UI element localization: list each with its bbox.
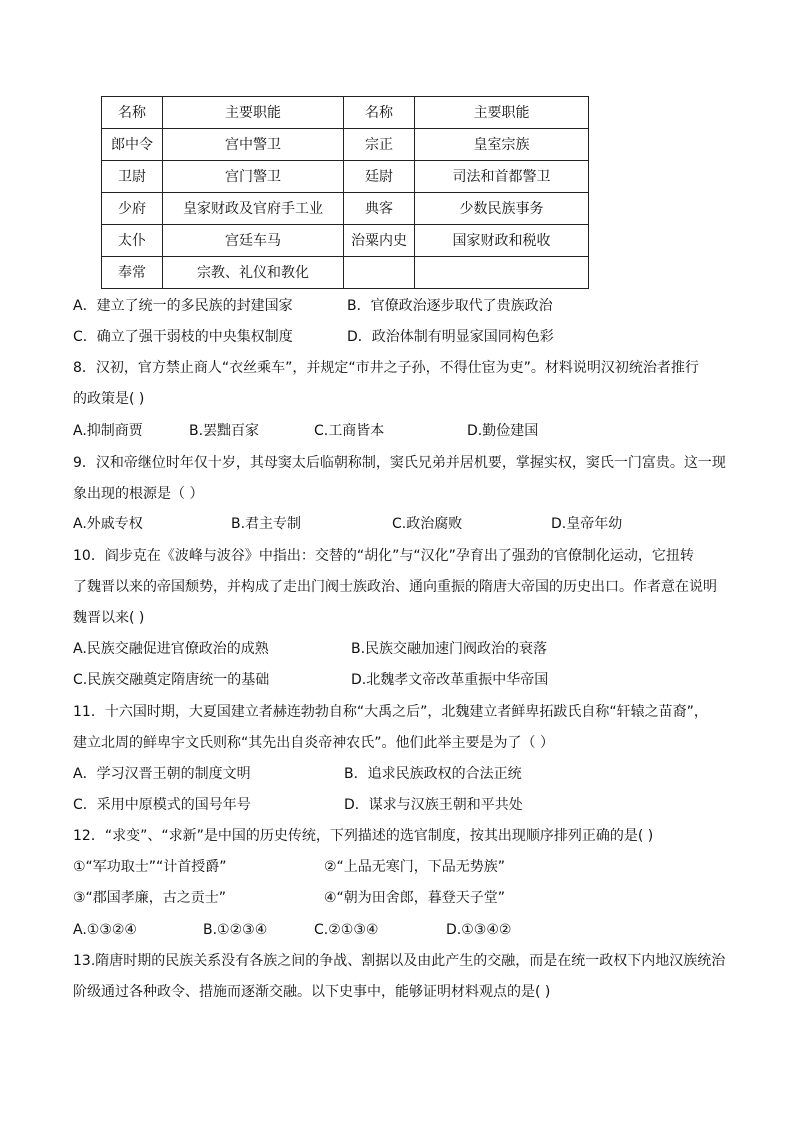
q10-option-b[interactable]: B.民族交融加速门阀政治的衰落 — [351, 641, 548, 657]
q11-stem-line: 建立北周的鲜卑宇文氏则称“其先出自炎帝神农氏”。他们此举主要是为了（ ） — [73, 735, 554, 751]
q9-stem-line: 9．汉和帝继位时年仅十岁，其母窦太后临朝称制，窦氏兄弟并居机要，掌握实权，窦氏一门富贵。这一现 — [73, 455, 726, 471]
table-cell: 国家财政和税收 — [415, 225, 589, 257]
q11-stem-line: 11．十六国时期，大夏国建立者赫连勃勃自称“大禹之后”，北魏建立者鲜卑拓跋氏自称“轩辕之苗裔”， — [73, 704, 708, 720]
q11-option-b[interactable]: B．追求民族政权的合法正统 — [344, 766, 522, 782]
table-row — [102, 257, 589, 289]
table-cell: 宫门警卫 — [163, 161, 344, 193]
q8-option-d[interactable]: D.勤俭建国 — [467, 423, 539, 439]
table-cell: 治粟内史 — [344, 225, 415, 257]
table-header-cell: 主要职能 — [415, 97, 589, 129]
q12-option-b[interactable]: B.①②③④ — [203, 922, 268, 938]
table-cell: 宗正 — [344, 129, 415, 161]
q13-stem-line: 13.隋唐时期的民族关系没有各族之间的争战、割据以及由此产生的交融，而是在统一政权下内地汉族统治 — [73, 953, 726, 969]
q10-option-a[interactable]: A.民族交融促进官僚政治的成熟 — [73, 641, 269, 657]
table-cell: 少府 — [102, 193, 163, 225]
table-header-row — [102, 97, 589, 129]
q10-stem-line: 了魏晋以来的帝国颓势，并构成了走出门阀士族政治、通向重振的隋唐大帝国的历史出口。作者意在说明 — [73, 579, 717, 595]
q10-stem-line: 10．阎步克在《波峰与波谷》中指出：交替的“胡化”与“汉化”孕育出了强劲的官僚制化运动，它扭转 — [73, 548, 694, 564]
q12-option-d[interactable]: D.①③④② — [446, 922, 512, 938]
q10-option-d[interactable]: D.北魏孝文帝改革重振中华帝国 — [351, 672, 549, 688]
q10-stem-line: 魏晋以来( ) — [73, 610, 145, 626]
q9-option-b[interactable]: B.君主专制 — [231, 516, 302, 532]
q9-option-d[interactable]: D.皇帝年幼 — [551, 516, 623, 532]
table-cell: 太仆 — [102, 225, 163, 257]
table-cell: 宫廷车马 — [163, 225, 344, 257]
q9-option-a[interactable]: A.外戚专权 — [73, 516, 143, 532]
q11-option-a[interactable]: A．学习汉晋王朝的制度文明 — [73, 766, 251, 782]
table-cell: 郎中令 — [102, 129, 163, 161]
table-cell: 奉常 — [102, 257, 163, 289]
q9-stem-line: 象出现的根源是（ ） — [73, 486, 204, 502]
q8-option-b[interactable]: B.罢黜百家 — [189, 423, 260, 439]
q13-stem-line: 阶级通过各种政令、措施而逐渐交融。以下史事中，能够证明材料观点的是( ) — [73, 984, 551, 1000]
table-cell: 卫尉 — [102, 161, 163, 193]
table-header-cell: 主要职能 — [163, 97, 344, 129]
table-cell: 宫中警卫 — [163, 129, 344, 161]
table-row — [102, 161, 589, 193]
table-cell: 皇家财政及官府手工业 — [163, 193, 344, 225]
q8-stem-line: 的政策是( ) — [73, 391, 145, 407]
table-cell: 少数民族事务 — [415, 193, 589, 225]
table-header-cell: 名称 — [344, 97, 415, 129]
q11-option-d[interactable]: D．谋求与汉族王朝和平共处 — [344, 797, 523, 813]
q12-item-3: ③“郡国孝廉，古之贡士” — [73, 890, 227, 906]
table-header-cell: 名称 — [102, 97, 163, 129]
table-cell: 司法和首都警卫 — [415, 161, 589, 193]
table-row — [102, 225, 589, 257]
q11-option-c[interactable]: C．采用中原模式的国号年号 — [73, 797, 251, 813]
q12-item-4: ④“朝为田舍郎，暮登天子堂” — [324, 890, 506, 906]
table-row — [102, 193, 589, 225]
officials-table — [101, 96, 589, 289]
q7-option-c[interactable]: C．确立了强干弱枝的中央集权制度 — [73, 329, 293, 345]
table-cell: 廷尉 — [344, 161, 415, 193]
table-cell: 典客 — [344, 193, 415, 225]
q12-stem-line: 12．“求变”、“求新”是中国的历史传统，下列描述的选官制度，按其出现顺序排列正确的是( ) — [73, 828, 654, 844]
q12-item-2: ②“上品无寒门，下品无势族” — [324, 859, 506, 875]
table-cell: 皇室宗族 — [415, 129, 589, 161]
q12-item-1: ①“军功取士”“计首授爵” — [73, 859, 227, 875]
table-cell: 宗教、礼仪和教化 — [163, 257, 344, 289]
q12-option-a[interactable]: A.①③②④ — [73, 922, 137, 938]
q8-option-c[interactable]: C.工商皆本 — [314, 423, 385, 439]
q12-option-c[interactable]: C.②①③④ — [314, 922, 379, 938]
table-cell — [415, 257, 589, 289]
table-row — [102, 129, 589, 161]
q8-option-a[interactable]: A.抑制商贾 — [73, 423, 143, 439]
table-cell — [344, 257, 415, 289]
q8-stem-line: 8．汉初，官方禁止商人“衣丝乘车”，并规定“市井之子孙，不得仕宦为吏”。材料说明汉初统治者推行 — [73, 360, 699, 376]
q7-option-b[interactable]: B．官僚政治逐步取代了贵族政治 — [347, 298, 553, 314]
q9-option-c[interactable]: C.政治腐败 — [392, 516, 463, 532]
q7-option-a[interactable]: A．建立了统一的多民族的封建国家 — [73, 298, 293, 314]
q10-option-c[interactable]: C.民族交融奠定隋唐统一的基础 — [73, 672, 270, 688]
q7-option-d[interactable]: D．政治体制有明显家国同构色彩 — [347, 329, 554, 345]
